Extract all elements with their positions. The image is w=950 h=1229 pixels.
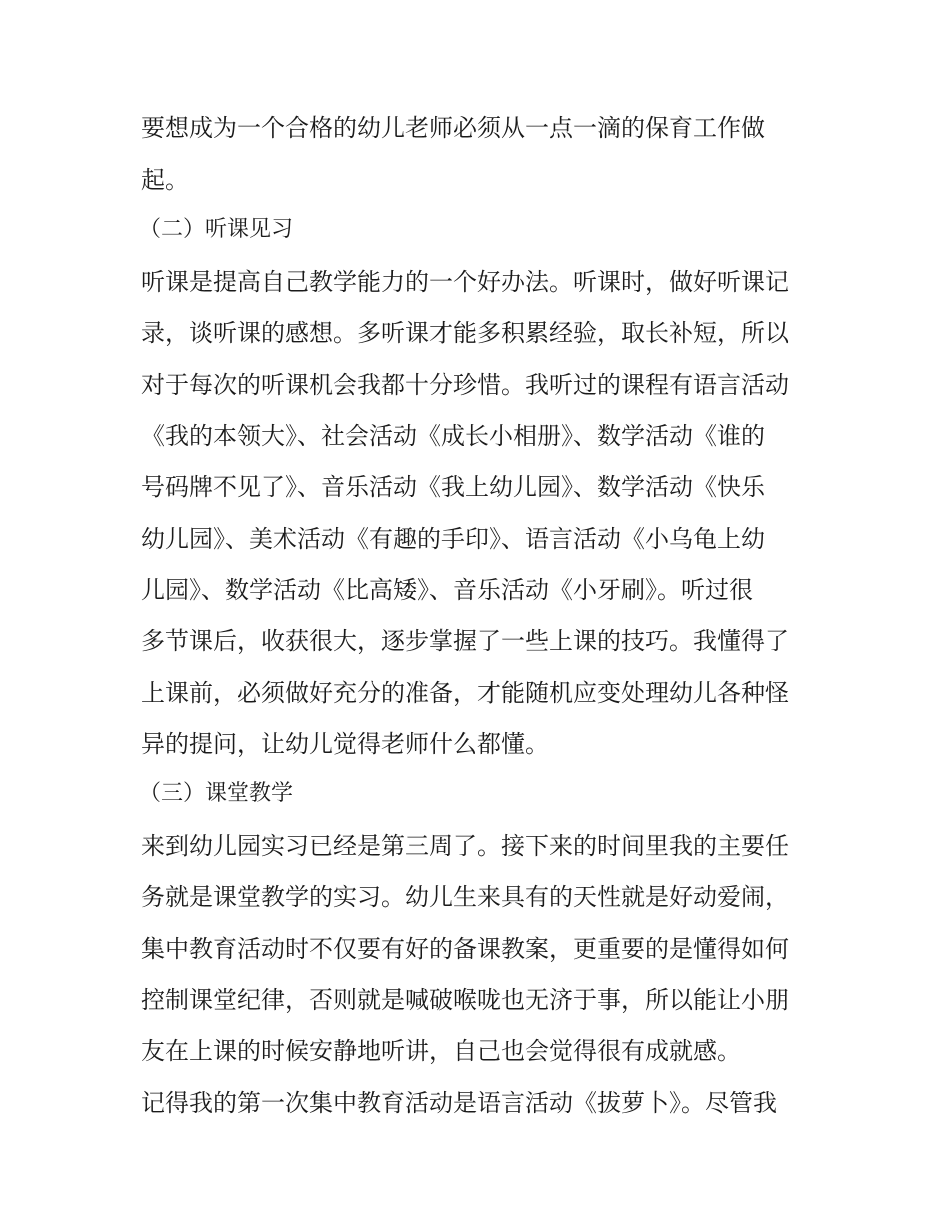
text-line: 儿园》、数学活动《比高矮》、音乐活动《小牙刷》。听过很 (141, 576, 753, 604)
text-line: 号码牌不见了》、音乐活动《我上幼儿园》、数学活动《快乐 (141, 473, 765, 501)
text-line: 听课是提高自己教学能力的一个好办法。听课时，做好听课记 (141, 268, 789, 296)
text-line: 集中教育活动时不仅要有好的备课教案，更重要的是懂得如何 (141, 935, 789, 963)
text-line: 务就是课堂教学的实习。幼儿生来具有的天性就是好动爱闹， (141, 883, 789, 911)
text-line: 多节课后，收获很大，逐步掌握了一些上课的技巧。我懂得了 (141, 627, 789, 655)
text-line: 异的提问，让幼儿觉得老师什么都懂。 (141, 730, 549, 758)
text-line: 记得我的第一次集中教育活动是语言活动《拔萝卜》。尽管我 (141, 1089, 777, 1117)
text-line: 上课前，必须做好充分的准备，才能随机应变处理幼儿各种怪 (141, 679, 789, 707)
text-line: 录，谈听课的感想。多听课才能多积累经验，取长补短，所以 (141, 319, 789, 347)
text-line: 起。 (141, 166, 189, 194)
text-line: 友在上课的时候安静地听讲，自己也会觉得很有成就感。 (141, 1037, 741, 1065)
section-heading-classroom: （三）课堂教学 (139, 781, 294, 806)
text-line: 来到幼儿园实习已经是第三周了。接下来的时间里我的主要任 (141, 832, 789, 860)
section-heading-listening: （二）听课见习 (139, 217, 294, 242)
text-line: 《我的本领大》、社会活动《成长小相册》、数学活动《谁的 (141, 422, 765, 450)
text-line: 幼儿园》、美术活动《有趣的手印》、语言活动《小乌龟上幼 (141, 525, 765, 553)
text-line: 要想成为一个合格的幼儿老师必须从一点一滴的保育工作做 (141, 114, 765, 142)
text-line: 控制课堂纪律，否则就是喊破喉咙也无济于事，所以能让小朋 (141, 986, 789, 1014)
text-line: 对于每次的听课机会我都十分珍惜。我听过的课程有语言活动 (141, 371, 789, 399)
